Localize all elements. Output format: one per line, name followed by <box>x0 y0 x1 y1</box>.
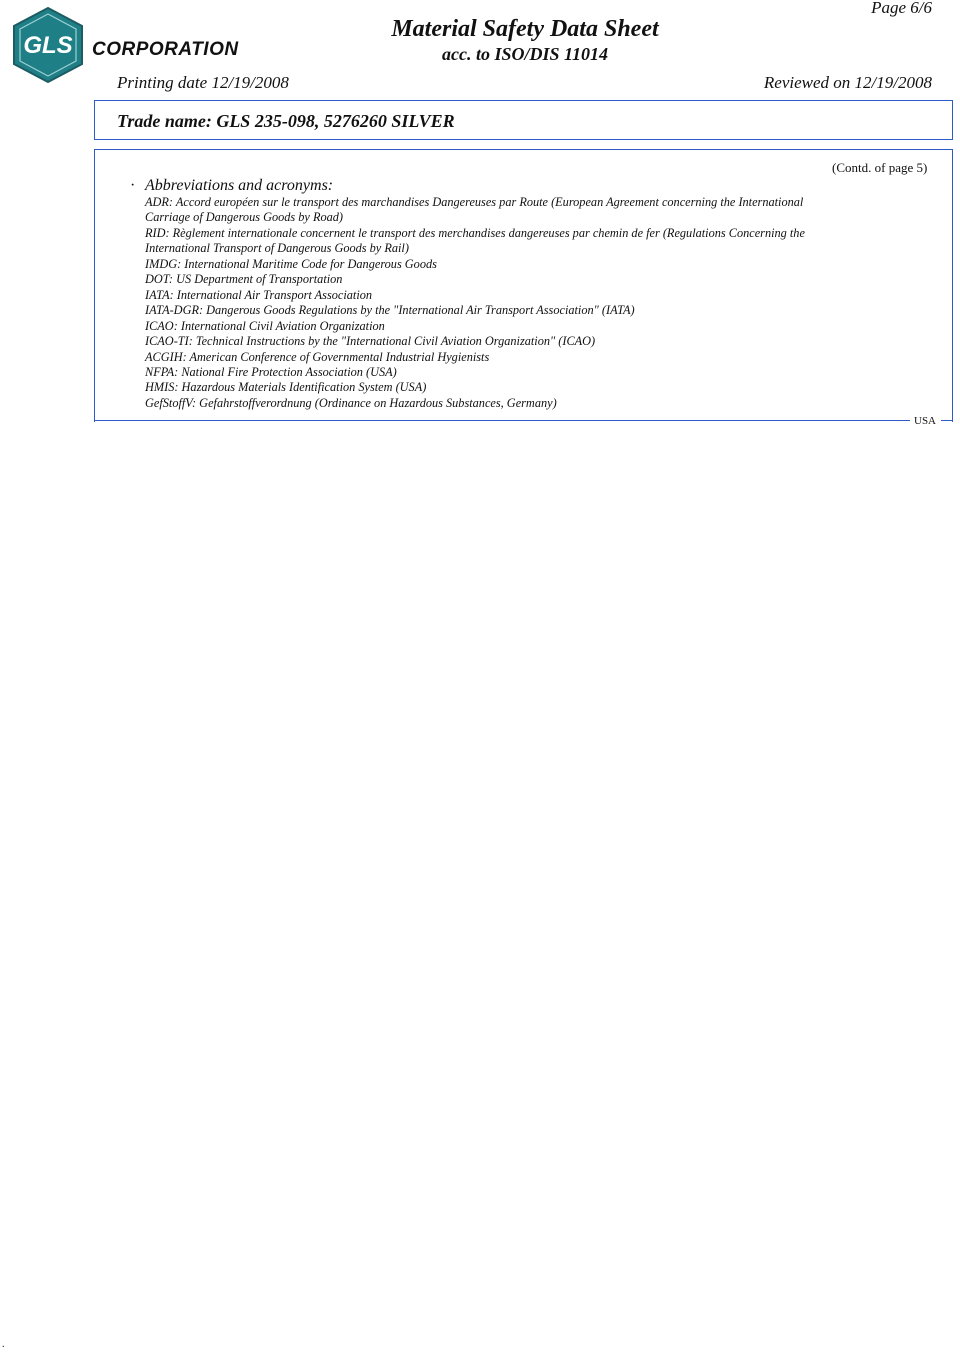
abbreviations-list <box>145 195 937 411</box>
list-item <box>145 365 937 380</box>
page-number: Page 6/6 <box>871 0 932 17</box>
country-code: USA <box>914 415 937 427</box>
gls-hexagon-logo-icon <box>10 6 90 84</box>
list-item <box>145 303 937 318</box>
list-item <box>145 210 937 225</box>
abbreviation-line: DOT: US Department of Transportation <box>145 272 343 287</box>
document-title: Material Safety Data Sheet <box>391 16 659 42</box>
section-bullet: · <box>130 177 136 194</box>
abbreviation-line: Carriage of Dangerous Goods by Road) <box>145 210 343 225</box>
abbreviation-line: International Transport of Dangerous Goods by Rail) <box>145 241 409 256</box>
abbreviation-line: ACGIH: American Conference of Governmental Industrial Hygienists <box>145 349 490 364</box>
list-item <box>145 319 937 334</box>
trade-name-box <box>94 100 953 140</box>
printing-date: Printing date 12/19/2008 <box>117 73 289 92</box>
logo-wordmark: CORPORATION <box>92 39 239 60</box>
abbreviation-line: NFPA: National Fire Protection Association (USA) <box>145 364 397 379</box>
trade-name: Trade name: GLS 235-098, 5276260 SILVER <box>117 111 455 131</box>
abbreviation-line: ADR: Accord européen sur le transport des marchandises Dangereuses par Route (European Agreement concerning the International <box>145 195 804 209</box>
abbreviation-line: GefStoffV: Gefahrstoffverordnung (Ordinance on Hazardous Substances, Germany) <box>145 395 557 410</box>
section-box-bottom-rule-end <box>941 420 953 421</box>
list-item <box>145 288 937 303</box>
list-item <box>145 380 937 395</box>
abbreviation-line: ICAO-TI: Technical Instructions by the "International Civil Aviation Organization" (ICAO) <box>145 334 596 349</box>
abbreviation-line: IATA-DGR: Dangerous Goods Regulations by the "International Air Transport Association" (IATA) <box>145 303 635 318</box>
list-item <box>145 272 937 287</box>
list-item <box>145 195 937 210</box>
list-item <box>145 334 937 349</box>
reviewed-date: Reviewed on 12/19/2008 <box>763 73 932 92</box>
section-heading: Abbreviations and acronyms: <box>145 177 334 194</box>
continued-note: (Contd. of page 5) <box>832 160 928 175</box>
section-box-bottom-rule <box>94 420 910 421</box>
list-item <box>145 257 937 272</box>
list-item <box>145 350 937 365</box>
list-item <box>145 241 937 256</box>
list-item <box>145 226 937 241</box>
abbreviation-line: RID: Règlement internationale concernent le transport des merchandises dangereuses par chemin de fer (Regulations Concerning the <box>145 225 805 240</box>
abbreviation-line: IATA: International Air Transport Association <box>145 287 373 302</box>
document-subtitle: acc. to ISO/DIS 11014 <box>441 44 609 64</box>
abbreviation-line: ICAO: International Civil Aviation Organization <box>145 318 385 333</box>
abbreviation-line: HMIS: Hazardous Materials Identification System (USA) <box>145 380 427 395</box>
abbreviation-line: IMDG: International Maritime Code for Dangerous Goods <box>145 256 437 271</box>
list-item <box>145 396 937 411</box>
footer-mark: . <box>2 1339 5 1350</box>
logo-mark: GLS <box>23 32 73 59</box>
